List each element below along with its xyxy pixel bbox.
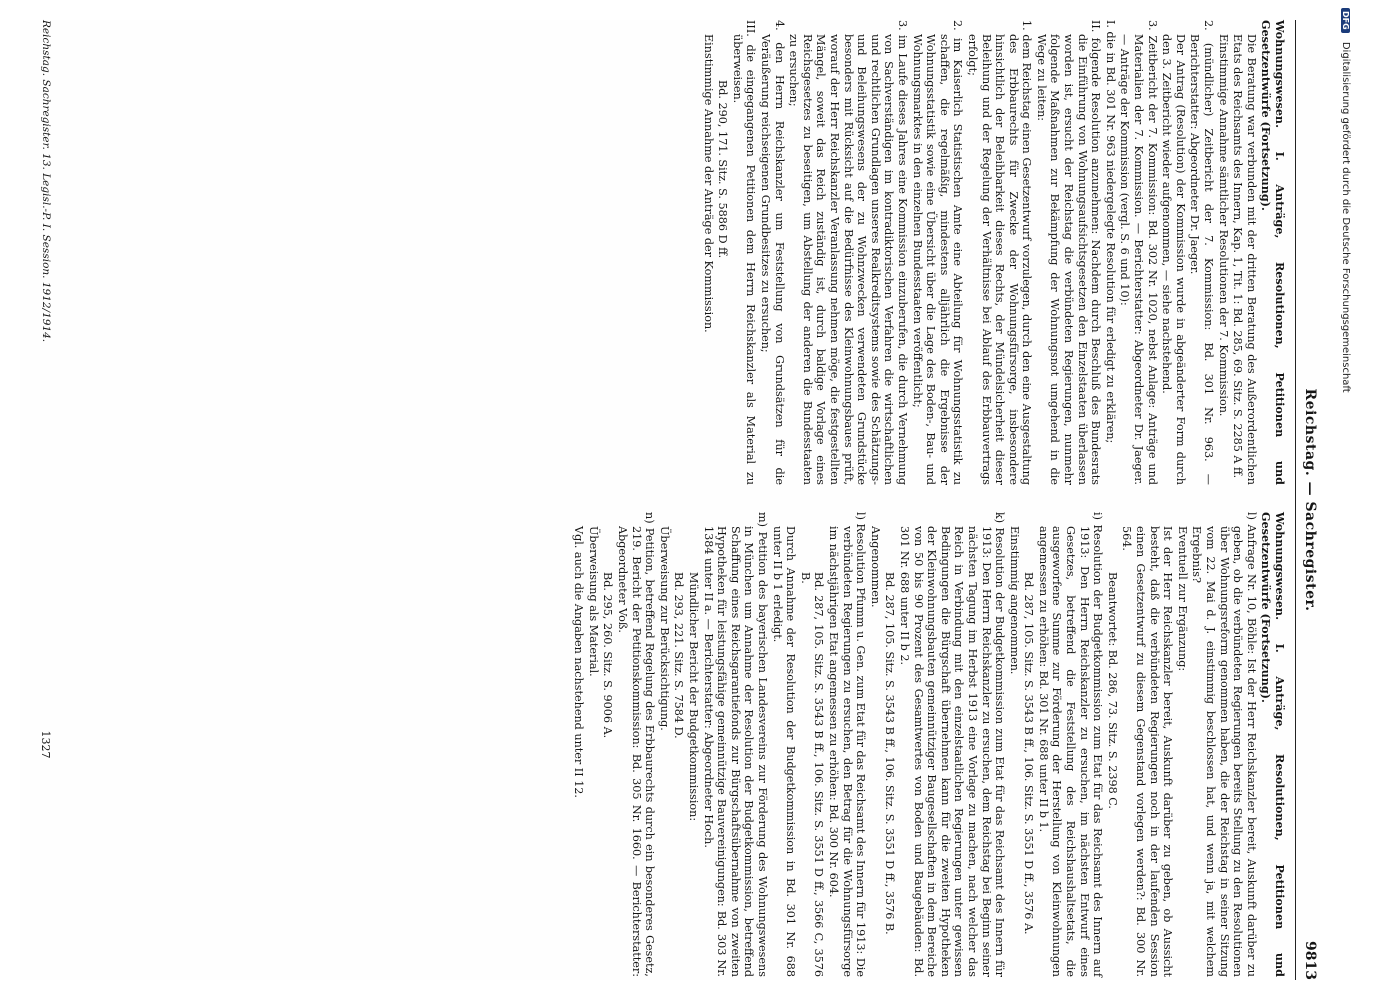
right-column-paragraph: Ist der Herr Reichskanzler bereit, Auskunft darüber zu geben, ob Aussicht besteht, daß die verbündeten Regierungen noch in der laufenden Session einen Gesetzentwurf zu diesem Gegenstand vorlegen werden?: Bd. 300 Nr. 564. [1120,526,1175,977]
dfg-logo: DFG [1341,8,1350,33]
right-column-paragraph: Eventuell zur Ergänzung: [1175,526,1189,672]
left-column [700,20,1286,485]
footer-page-number: 1327 [39,730,52,759]
left-column-paragraph: Die Beratung war verbunden mit der dritten Beratung des Außerordentlichen Etats des Reichsamts des Innern, Kap. 1, Tit. 1: Bd. 285, 69. Sitz. S. 2285 A ff. [1231,34,1258,485]
running-head [1296,20,1320,980]
right-column-paragraph: n) Petition, betreffend Regelung des Erbbaurechts durch ein besonderes Gesetz, 219. Bericht der Petitionskommission: Bd. 305 Nr. 1660. — Berichterstatter: Abgeordneter Voß. [616,512,657,977]
left-column-paragraph: 2. im Kaiserlich Statistischen Amte eine Abteilung für Wohnungsstatistik zu schaffen, die regelmäßig, mindestens alljährlich die Ergebnisse der Wohnungsstatistik sowie eine Übersicht über die Lage des Boden-, Bau- und Wohnungsmarktes in den einzelnen Bundesstaaten veröffentlicht; [910,20,965,485]
right-column-paragraph: k) Resolution der Budgetkommission zum Etat für das Reichsamt des Innern für 1913: Den Herrn Reichskanzler zu ersuchen, dem Reichstag bei Beginn seiner nächsten Tagung im Herbst 1913 eine Vorlage zu machen, nach welcher das Reich in Verbindung mit den einzelstaatlichen Regierungen unter gewissen Bedingungen die Bürgschaft übernehmen kann für die zweiten Hypotheken der Kleinwohnungsbauten gemeinnütziger Baugesellschaften in dem Bereiche von 50 bis 90 Prozent des Gesamtwertes von Boden und Baugebäuden: Bd. 301 Nr. 688 unter II b 2. [897,512,1007,977]
right-column-paragraph: l) Anfrage Nr. 10, Böhle: Ist der Herr Reichskanzler bereit, Auskunft darüber zu geben, ob die verbündeten Regierungen bereits Stellung zu den Resolutionen über Wohnungsreform genommen haben, die der Reichstag in seiner Sitzung vom 22. Mai d. J. einstimmig beschlossen hat, und wenn ja, mit welchem Ergebnis? [1190,512,1258,977]
left-column-paragraph: Bd. 290, 171. Sitz. S. 5886 D ff. [716,80,730,259]
right-column-paragraph: Bd. 287, 105. Sitz. S. 3543 B ff., 106. Sitz. S. 3551 D ff., 3566 C, 3576 B. [798,572,826,977]
running-head-page-number: 9813 [1302,941,1318,980]
right-column-paragraph: Überweisung zur Berücksichtigung. [657,526,671,731]
rotated-scan-sheet [20,20,1320,980]
header-rule [1295,20,1296,980]
right-column-paragraph: Bd. 293, 221. Sitz. S. 7584 D. [672,572,686,739]
left-column-paragraph: II. folgende Resolution anzunehmen: Nachdem durch Beschluß des Bundesrats die Einführung von Wohnungsaufsichtsgesetzen den Einzelstaaten überlassen worden ist, ersucht der Reichstag die verbündeten Regierungen, nunmehr folgende Maßnahmen zur Bekämpfung der Wohnungsnot umgehend in die Wege zu leiten: [1034,20,1103,485]
left-column-paragraph: 4. den Herrn Reichskanzler um Feststellung von Grundsätzen für die Veräußerung reichseigenen Grundbesitzes zu ersuchen; [759,20,786,485]
left-column-paragraph: 1. dem Reichstag einen Gesetzentwurf vorzulegen, durch den eine Ausgestaltung des Erbbaurechts für Zwecke der Wohnungsfürsorge, insbesondere hinsichtlich der Beleihbarkeit dieses Rechts, der Mündelsicherheit dieser Beleihung und der Regelung der Verhältnisse bei Ablauf des Erbbauvertrags erfolgt; [965,20,1034,485]
right-column-paragraph: m) Petition des bayerischen Landesvereins zur Förderung des Wohnungswesens in München um Annahme der Resolution der Budgetkommission, betreffend Schaffung eines Reichsgarantiefonds zur Bürgschaftsübernahme von zweiten Hypotheken für leistungsfähige gemeinnützige Bauvereinigungen: Bd. 303 Nr. 1384 unter II a. — Berichterstatter: Abgeordneter Hoch. [701,512,770,977]
right-column-paragraph: Einstimmig angenommen. [1007,526,1021,675]
left-column-paragraph: 3. Zeitbericht der 7. Kommission: Bd. 302 Nr. 1020, nebst Anlage: Anträge und Materialien der 7. Kommission. — Berichterstatter: Abgeordneter Dr. Jaeger. — Anträge der Kommission (vergl. S. 6 und 10): [1118,20,1159,485]
right-column-paragraph: i) Resolution der Budgetkommission zum Etat für das Reichsamt des Innern auf 1913: Den Herrn Reichskanzler zu ersuchen, im nächsten Entwurf eines Gesetzes, betreffend die Feststellung des Reichshaushaltsetats, die ausgeworfene Summe zur Förderung der Herstellung von Kleinwohnungen angemessen zu erhöhen: Bd. 301 Nr. 688 unter II b 1. [1036,512,1105,977]
digitization-credit [1337,8,1351,988]
left-column-paragraph: 2. (mündlicher) Zeitbericht der 7. Kommission: Bd. 301 Nr. 963. — Berichterstatter: Abgeordneter Dr. Jaeger. [1188,20,1216,485]
digitization-credit-text: Digitalisierung gefördert durch die Deutsche Forschungsgemeinschaft [1340,41,1351,393]
left-column-paragraph: 3. im Laufe dieses Jahres eine Kommission einzuberufen, die durch Vernehmung von Sachverständigen im kontradiktorischen Verfahren die wirtschaftlichen und rechtlichen Grundlagen unseres Realkreditsystems sowie des Schätzungs- und Beleihungswesens der zu Wohnzwecken verwendeten Grundstücke besonders mit Rücksicht auf die Bedürfnisse des Kleinwohnungsbaues prüft, worauf der Herr Reichskanzler Veranlassung nehmen möge, die festgestellten Mängel, soweit das Reich zuständig ist, durch baldige Vorlage eines Reichsgesetzes zu beseitigen, um Abstellung der anderen die Bundesstaaten zu ersuchen; [787,20,909,485]
right-column-paragraph: l) Resolution Pfumm u. Gen. zum Etat für das Reichsamt des Innern für 1913: Die verbündeten Regierungen zu ersuchen, den Betrag für die Wohnungsfürsorge im nächstjährigen Etat angemessen zu erhöhen: Bd. 300 Nr. 604. [827,512,868,977]
right-column-paragraph: Wohnungswesen. I. Anträge, Resolutionen, Petitionen und Gesetzentwürfe (Fortsetzung). [1259,512,1287,977]
running-head-title: Reichstag. — Sachregister. [1302,388,1318,612]
right-column-paragraph: Überweisung als Material. [586,526,600,677]
right-column-paragraph: Beantwortet: Bd. 286, 73. Sitz. S. 2398 C. [1105,572,1119,809]
left-column-paragraph: Wohnungswesen. I. Anträge, Resolutionen, Petitionen und Gesetzentwürfe (Fortsetzung). [1259,20,1287,485]
footer-citation: Reichstag. Sachregister. 13. Legisl.-P. I. Session. 1912/1914. [40,20,52,343]
right-column [571,512,1286,977]
right-column-paragraph: Angenommen. [868,526,882,608]
right-column-paragraph: Bd. 295, 260. Sitz. S. 9006 A. [601,572,615,739]
left-column-paragraph: III. die eingegangenen Petitionen dem Herrn Reichskanzler als Material zu überweisen. [730,20,758,485]
left-column-paragraph: Der Antrag (Resolution) der Kommission wurde in abgeänderter Form durch den 3. Zeitbericht wieder aufgenommen, — siehe nachstehend. [1160,34,1187,485]
right-column-paragraph: Bd. 287, 105. Sitz. S. 3543 B ff., 106. Sitz. S. 3551 D ff., 3576 B. [883,572,897,935]
right-column-paragraph: Vgl. auch die Angaben nachstehend unter II 12. [572,526,586,798]
right-column-paragraph: Mündlicher Bericht der Budgetkommission: [687,572,701,822]
left-column-paragraph: Einstimmige Annahme sämtlicher Resolutionen der 7. Kommission. [1216,34,1230,417]
left-column-paragraph: I. die in Bd. 301 Nr. 963 niedergelegte Resolution für erledigt zu erklären; [1103,20,1117,444]
right-column-paragraph: Durch Annahme der Resolution der Budgetkommission in Bd. 301 Nr. 688 unter II b 1 erledigt. [770,526,798,977]
right-column-paragraph: Bd. 287, 105. Sitz. S. 3543 B ff., 106. Sitz. S. 3551 D ff., 3576 A. [1022,572,1036,935]
left-column-paragraph: Einstimmige Annahme der Anträge der Kommission. [701,34,715,333]
